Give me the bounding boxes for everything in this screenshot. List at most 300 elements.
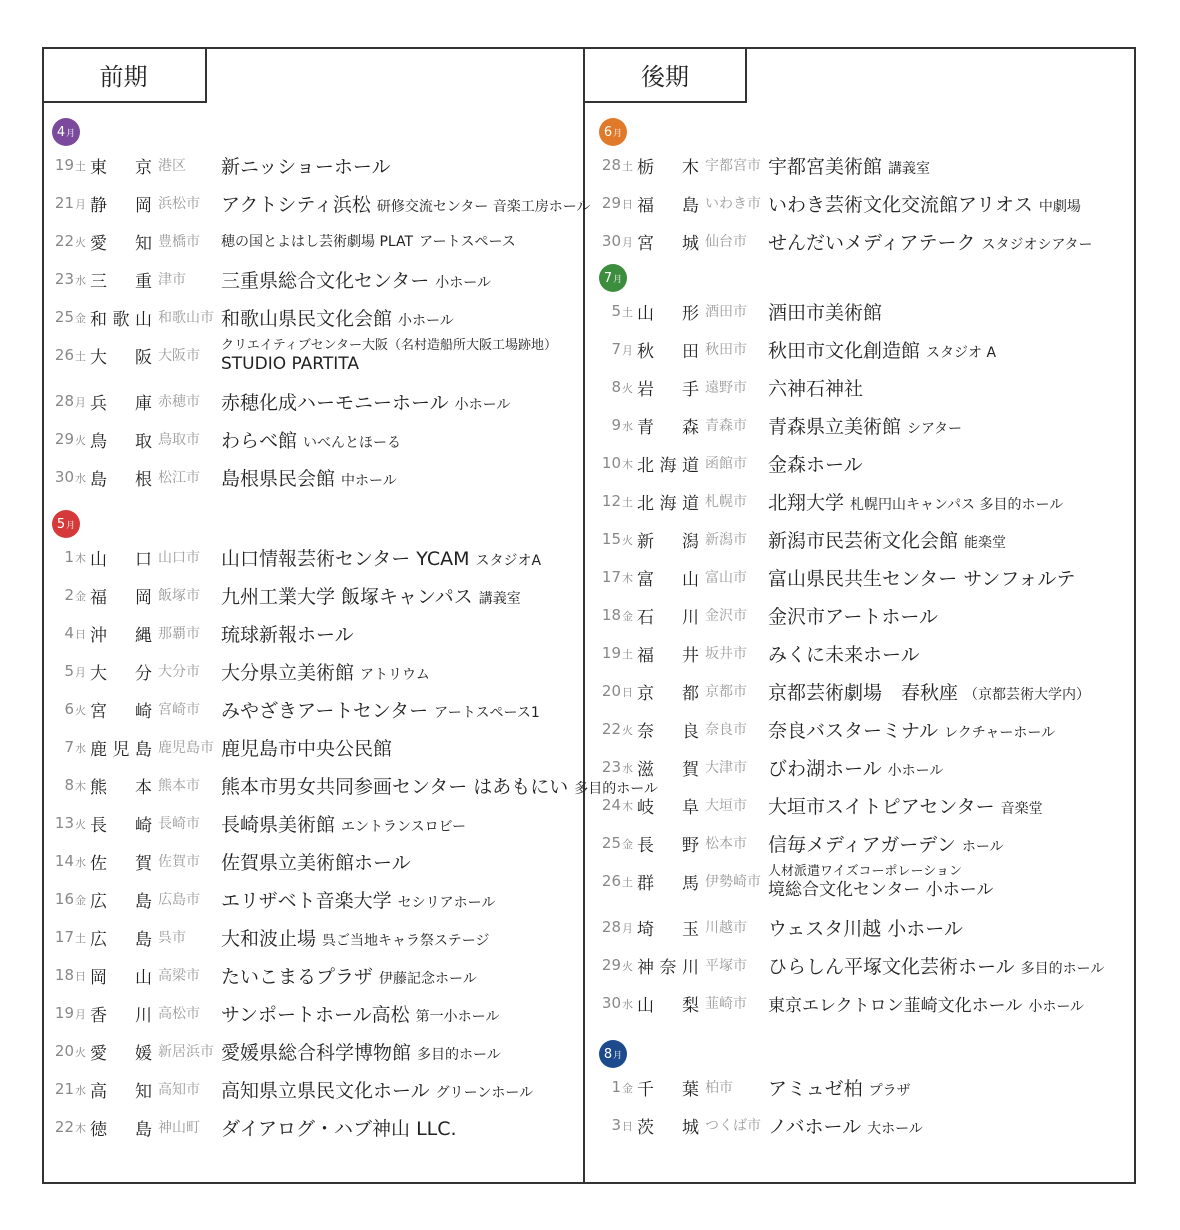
event-venue-sub: グリーンホール <box>435 1084 534 1101</box>
event-venue-name: みやざきアートセンター <box>221 699 429 722</box>
event-day: 10 <box>601 454 621 472</box>
event-venue-name: 熊本市男女共同参画センター はあもにい <box>221 775 569 798</box>
event-day: 19 <box>54 156 74 174</box>
event-weekday: 火 <box>75 1046 86 1059</box>
event-day: 19 <box>54 1004 74 1022</box>
schedule-row <box>589 864 994 900</box>
schedule-row <box>589 638 920 668</box>
event-venue <box>768 564 1075 591</box>
event-venue-name: 赤穂化成ハーモニーホール <box>221 391 449 414</box>
event-weekday: 火 <box>75 434 86 447</box>
event-venue-line2: 境総合文化センター 小ホール <box>768 880 994 900</box>
event-prefecture: 滋賀 <box>637 759 699 780</box>
event-city: 酒田市 <box>705 304 747 320</box>
event-prefecture: 徳島 <box>90 1119 152 1140</box>
event-city: 津市 <box>158 272 186 288</box>
event-prefecture: 大阪 <box>90 347 152 368</box>
event-date <box>42 1118 90 1136</box>
event-venue-name: 佐賀県立美術館ホール <box>221 851 411 874</box>
event-venue-name: 大分県立美術館 <box>221 661 355 684</box>
event-prefecture: 北海道 <box>637 455 699 476</box>
event-date <box>589 872 637 890</box>
event-venue <box>768 640 920 667</box>
event-city: 大分市 <box>158 664 200 680</box>
event-day: 18 <box>54 966 74 984</box>
event-venue-name: せんだいメディアテーク <box>768 231 976 254</box>
event-date <box>589 644 637 662</box>
event-prefecture: 福島 <box>637 195 699 216</box>
schedule-row <box>42 226 516 256</box>
schedule-row <box>42 732 392 762</box>
event-venue <box>768 863 993 899</box>
event-weekday: 水 <box>75 742 86 755</box>
schedule-row <box>42 998 499 1028</box>
event-day: 12 <box>601 492 621 510</box>
event-day: 28 <box>601 156 621 174</box>
event-venue <box>221 304 454 331</box>
schedule-row <box>589 562 1075 592</box>
schedule-row <box>589 714 1055 744</box>
event-venue-line1: 人材派遣ワイズコーポレーション <box>768 864 962 879</box>
event-venue <box>221 962 477 989</box>
event-venue-name: 酒田市美術館 <box>768 301 883 324</box>
schedule-row <box>42 150 390 180</box>
event-day: 17 <box>54 928 74 946</box>
month-suffix: 月 <box>613 274 623 285</box>
schedule-row <box>589 150 930 180</box>
event-venue-sub: 多目的ホール <box>1020 960 1105 977</box>
event-day: 29 <box>54 430 74 448</box>
event-venue-sub: エントランスロビー <box>341 818 467 835</box>
event-day: 7 <box>611 340 621 358</box>
event-venue-sub: 札幌円山キャンパス 多目的ホール <box>850 496 1064 513</box>
event-weekday: 火 <box>622 534 633 547</box>
event-venue <box>221 337 557 373</box>
event-day: 30 <box>54 468 74 486</box>
event-prefecture: 長崎 <box>90 815 152 836</box>
event-venue-sub: 小ホール <box>398 312 454 329</box>
event-venue-sub: （京都芸術大学内） <box>964 686 1091 703</box>
event-venue-name: わらべ館 <box>221 429 298 452</box>
event-venue-sub: 小ホール <box>435 274 491 291</box>
event-weekday: 土 <box>622 648 633 661</box>
event-venue-sub: 第一小ホール <box>415 1008 500 1025</box>
event-city: 奈良市 <box>705 722 747 738</box>
schedule-row <box>589 988 1084 1018</box>
event-date <box>589 340 637 358</box>
event-weekday: 火 <box>75 236 86 249</box>
event-date <box>589 956 637 974</box>
event-day: 22 <box>54 1118 74 1136</box>
event-date <box>42 1042 90 1060</box>
event-venue-name: 高知県立県民文化ホール <box>221 1079 430 1102</box>
event-weekday: 土 <box>622 876 633 889</box>
event-venue-name: 奈良バスターミナル <box>768 719 939 742</box>
event-venue <box>768 754 943 781</box>
event-prefecture: 鹿児島 <box>90 739 152 760</box>
event-venue <box>221 886 495 913</box>
schedule-row <box>589 912 963 942</box>
event-prefecture: 栃木 <box>637 157 699 178</box>
event-city: 高梁市 <box>158 968 200 984</box>
event-venue <box>221 266 491 293</box>
event-venue <box>768 602 938 629</box>
event-weekday: 火 <box>622 724 633 737</box>
event-venue-sub: アートスペース1 <box>434 704 540 721</box>
event-venue-name: ひらしん平塚文化芸術ホール <box>768 955 1015 978</box>
schedule-row <box>589 188 1081 218</box>
month-badge <box>599 264 627 292</box>
event-weekday: 土 <box>75 932 86 945</box>
schedule-row <box>42 264 491 294</box>
event-city: つくば市 <box>705 1118 761 1134</box>
event-date <box>589 1116 637 1134</box>
event-date <box>589 530 637 548</box>
event-city: 港区 <box>158 158 186 174</box>
event-prefecture: 岐阜 <box>637 797 699 818</box>
event-city: 柏市 <box>705 1080 733 1096</box>
event-venue-line2: STUDIO PARTITA <box>221 354 359 374</box>
event-prefecture: 石川 <box>637 607 699 628</box>
event-weekday: 日 <box>622 198 633 211</box>
event-weekday: 日 <box>622 1120 633 1133</box>
event-venue <box>768 830 1004 857</box>
schedule-row <box>42 542 541 572</box>
event-date <box>589 682 637 700</box>
event-day: 17 <box>601 568 621 586</box>
event-day: 1 <box>64 548 74 566</box>
event-prefecture: 宮崎 <box>90 701 152 722</box>
schedule-row <box>42 338 558 374</box>
event-venue-name: エリザベト音楽大学 <box>221 889 392 912</box>
event-prefecture: 山口 <box>90 549 152 570</box>
event-venue-name: 信毎メディアガーデン <box>768 833 956 856</box>
event-weekday: 金 <box>622 838 633 851</box>
event-venue-sub: 伊藤記念ホール <box>379 970 477 987</box>
schedule-row <box>42 846 411 876</box>
event-venue-sub: ホール <box>961 838 1004 855</box>
event-prefecture: 北海道 <box>637 493 699 514</box>
event-venue <box>768 412 962 439</box>
event-day: 4 <box>64 624 74 642</box>
event-prefecture: 埼玉 <box>637 919 699 940</box>
event-city: 伊勢崎市 <box>705 874 761 890</box>
event-day: 19 <box>601 644 621 662</box>
event-date <box>589 416 637 434</box>
event-venue <box>768 1074 911 1101</box>
event-venue-name: ウェスタ川越 小ホール <box>768 917 963 940</box>
schedule-row <box>42 424 401 454</box>
event-date <box>589 568 637 586</box>
event-venue <box>221 658 430 685</box>
month-suffix: 月 <box>613 1050 623 1061</box>
event-city: 大津市 <box>705 760 747 776</box>
event-venue-name: びわ湖ホール <box>768 757 882 780</box>
event-venue-sub: シアター <box>907 420 963 437</box>
event-date <box>589 232 637 250</box>
event-city: 秋田市 <box>705 342 747 358</box>
event-weekday: 水 <box>75 274 86 287</box>
event-venue <box>768 152 930 179</box>
schedule-row <box>589 950 1104 980</box>
event-date <box>42 890 90 908</box>
event-day: 22 <box>601 720 621 738</box>
event-venue-name: 三重県総合文化センター <box>221 269 430 292</box>
month-number: 4 <box>56 124 66 140</box>
event-prefecture: 福岡 <box>90 587 152 608</box>
event-date <box>42 548 90 566</box>
event-venue-sub: 小ホール <box>1028 998 1085 1015</box>
event-city: 赤穂市 <box>158 394 200 410</box>
schedule-row <box>589 448 863 478</box>
event-date <box>42 1080 90 1098</box>
schedule-row <box>589 600 938 630</box>
event-day: 26 <box>601 872 621 890</box>
event-venue <box>768 526 1006 553</box>
event-weekday: 木 <box>75 552 86 565</box>
event-prefecture: 茨城 <box>637 1117 699 1138</box>
event-prefecture: 福井 <box>637 645 699 666</box>
event-venue-sub: 多目的ホール <box>574 780 659 797</box>
event-city: 大垣市 <box>705 798 747 814</box>
event-day: 30 <box>601 994 621 1012</box>
event-venue-name: 京都芸術劇場 春秋座 <box>768 681 959 704</box>
event-weekday: 土 <box>75 160 86 173</box>
schedule-row <box>42 694 540 724</box>
event-venue <box>768 374 863 401</box>
event-venue-sub: 中劇場 <box>1038 198 1081 215</box>
event-weekday: 日 <box>75 970 86 983</box>
event-day: 7 <box>64 738 74 756</box>
event-venue <box>768 952 1104 979</box>
event-city: 新潟市 <box>705 532 747 548</box>
event-prefecture: 静岡 <box>90 195 152 216</box>
event-venue-name: サンポートホール高松 <box>221 1003 410 1026</box>
event-weekday: 水 <box>622 420 633 433</box>
event-city: 遠野市 <box>705 380 747 396</box>
event-day: 8 <box>64 776 74 794</box>
event-venue-name: 青森県立美術館 <box>768 415 902 438</box>
event-date <box>42 928 90 946</box>
event-venue <box>768 678 1090 705</box>
event-date <box>42 966 90 984</box>
schedule-row <box>589 524 1006 554</box>
event-venue-sub: 音楽堂 <box>1000 800 1043 817</box>
event-date <box>42 430 90 448</box>
event-prefecture: 熊本 <box>90 777 152 798</box>
event-venue <box>768 298 882 325</box>
schedule-row <box>42 922 489 952</box>
event-day: 20 <box>54 1042 74 1060</box>
event-venue <box>221 1076 533 1103</box>
event-city: 呉市 <box>158 930 186 946</box>
event-date <box>42 308 90 326</box>
event-prefecture: 香川 <box>90 1005 152 1026</box>
event-venue-sub: セシリアホール <box>397 894 496 911</box>
event-prefecture: 三重 <box>90 271 152 292</box>
event-date <box>589 194 637 212</box>
event-weekday: 土 <box>622 496 633 509</box>
event-day: 25 <box>54 308 74 326</box>
schedule-row <box>42 808 466 838</box>
event-venue <box>221 1114 457 1141</box>
event-city: 長崎市 <box>158 816 200 832</box>
event-venue-sub: 能楽堂 <box>964 534 1007 551</box>
event-date <box>42 852 90 870</box>
event-city: 和歌山市 <box>158 310 214 326</box>
event-date <box>589 378 637 396</box>
event-date <box>42 700 90 718</box>
event-city: 松江市 <box>158 470 200 486</box>
month-number: 6 <box>603 124 613 140</box>
schedule-row <box>589 410 962 440</box>
event-city: 那覇市 <box>158 626 200 642</box>
event-weekday: 木 <box>622 800 633 813</box>
schedule-row <box>589 334 996 364</box>
event-venue-sub: スタジオA <box>475 552 542 569</box>
event-venue-name: 宇都宮美術館 <box>768 155 883 178</box>
event-weekday: 月 <box>75 396 86 409</box>
event-venue <box>768 190 1081 217</box>
event-city: 高松市 <box>158 1006 200 1022</box>
event-weekday: 水 <box>622 998 633 1011</box>
event-venue <box>221 231 516 251</box>
event-date <box>589 492 637 510</box>
schedule-row <box>589 372 863 402</box>
event-day: 6 <box>64 700 74 718</box>
event-date <box>42 194 90 212</box>
event-city: 飯塚市 <box>158 588 200 604</box>
event-city: 平塚市 <box>705 958 747 974</box>
event-day: 5 <box>64 662 74 680</box>
event-date <box>589 720 637 738</box>
event-date <box>42 346 90 364</box>
event-weekday: 火 <box>75 704 86 717</box>
event-venue-name: 和歌山県民文化会館 <box>221 307 393 330</box>
event-prefecture: 愛媛 <box>90 1043 152 1064</box>
event-venue-name: 北翔大学 <box>768 491 845 514</box>
event-city: 山口市 <box>158 550 200 566</box>
schedule-row <box>42 770 658 800</box>
event-prefecture: 佐賀 <box>90 853 152 874</box>
event-city: 金沢市 <box>705 608 747 624</box>
event-day: 3 <box>611 1116 621 1134</box>
event-prefecture: 愛知 <box>90 233 152 254</box>
schedule-row <box>589 486 1063 516</box>
second-half-title: 後期 <box>641 62 689 91</box>
event-venue-name: アクトシティ浜松 <box>221 193 371 216</box>
event-prefecture: 千葉 <box>637 1079 699 1100</box>
event-venue <box>221 734 392 761</box>
event-day: 5 <box>611 302 621 320</box>
event-date <box>42 1004 90 1022</box>
schedule-row <box>42 386 510 416</box>
event-prefecture: 富山 <box>637 569 699 590</box>
event-weekday: 木 <box>75 1122 86 1135</box>
event-city: 豊橋市 <box>158 234 200 250</box>
event-venue <box>768 228 1093 255</box>
event-venue-name: 九州工業大学 飯塚キャンパス <box>221 585 473 608</box>
event-weekday: 月 <box>75 666 86 679</box>
event-weekday: 土 <box>75 350 86 363</box>
event-venue-name: 東京エレクトロン韮崎文化ホール <box>768 995 1023 1016</box>
schedule-row <box>42 1112 457 1142</box>
event-venue <box>221 190 591 217</box>
event-city: 熊本市 <box>158 778 200 794</box>
event-date <box>42 776 90 794</box>
event-city: 青森市 <box>705 418 747 434</box>
schedule-row <box>42 1074 533 1104</box>
event-day: 16 <box>54 890 74 908</box>
event-weekday: 金 <box>75 894 86 907</box>
month-suffix: 月 <box>613 128 623 139</box>
event-venue-name: 大垣市スイトピアセンター <box>768 795 995 818</box>
event-day: 26 <box>54 346 74 364</box>
event-venue-sub: 多目的ホール <box>417 1046 501 1063</box>
event-date <box>589 758 637 776</box>
event-day: 30 <box>601 232 621 250</box>
event-prefecture: 大分 <box>90 663 152 684</box>
month-number: 8 <box>603 1046 613 1062</box>
event-venue-name: 穂の国とよはし芸術劇場 PLAT <box>221 234 414 250</box>
event-prefecture: 鳥取 <box>90 431 152 452</box>
month-badge <box>599 118 627 146</box>
event-venue <box>221 810 466 837</box>
event-city: いわき市 <box>705 196 761 212</box>
event-venue-name: 富山県民共生センター サンフォルテ <box>768 567 1076 590</box>
event-day: 22 <box>54 232 74 250</box>
schedule-row <box>42 1036 501 1066</box>
event-venue <box>221 1038 501 1065</box>
event-venue-sub: 呉ご当地キャラ祭ステージ <box>322 932 490 949</box>
event-venue <box>221 464 397 491</box>
event-venue-sub: アートスペース <box>419 234 516 250</box>
event-weekday: 月 <box>75 1008 86 1021</box>
event-venue-name: 愛媛県総合科学博物館 <box>221 1041 412 1064</box>
event-venue-name: 山口情報芸術センター YCAM <box>221 547 470 570</box>
event-venue-sub: アトリウム <box>360 666 430 683</box>
schedule-row <box>589 828 1004 858</box>
event-weekday: 金 <box>622 1082 633 1095</box>
event-weekday: 水 <box>75 856 86 869</box>
event-city: 京都市 <box>705 684 747 700</box>
event-date <box>589 918 637 936</box>
event-day: 20 <box>601 682 621 700</box>
event-venue <box>768 716 1055 743</box>
schedule-row <box>589 676 1090 706</box>
event-venue <box>768 450 863 477</box>
event-city: 浜松市 <box>158 196 200 212</box>
event-prefecture: 東京 <box>90 157 152 178</box>
schedule-row <box>589 752 943 782</box>
event-weekday: 月 <box>622 344 633 357</box>
event-date <box>42 624 90 642</box>
event-date <box>42 586 90 604</box>
event-date <box>589 156 637 174</box>
event-venue-sub: プラザ <box>868 1082 911 1099</box>
event-venue <box>768 1112 923 1139</box>
event-city: 高知市 <box>158 1082 200 1098</box>
event-day: 29 <box>601 194 621 212</box>
event-prefecture: 奈良 <box>637 721 699 742</box>
event-venue <box>221 544 541 571</box>
event-date <box>42 156 90 174</box>
event-city: 宮崎市 <box>158 702 200 718</box>
event-weekday: 火 <box>622 960 633 973</box>
event-city: 札幌市 <box>705 494 747 510</box>
schedule-row <box>42 462 397 492</box>
event-day: 29 <box>601 956 621 974</box>
